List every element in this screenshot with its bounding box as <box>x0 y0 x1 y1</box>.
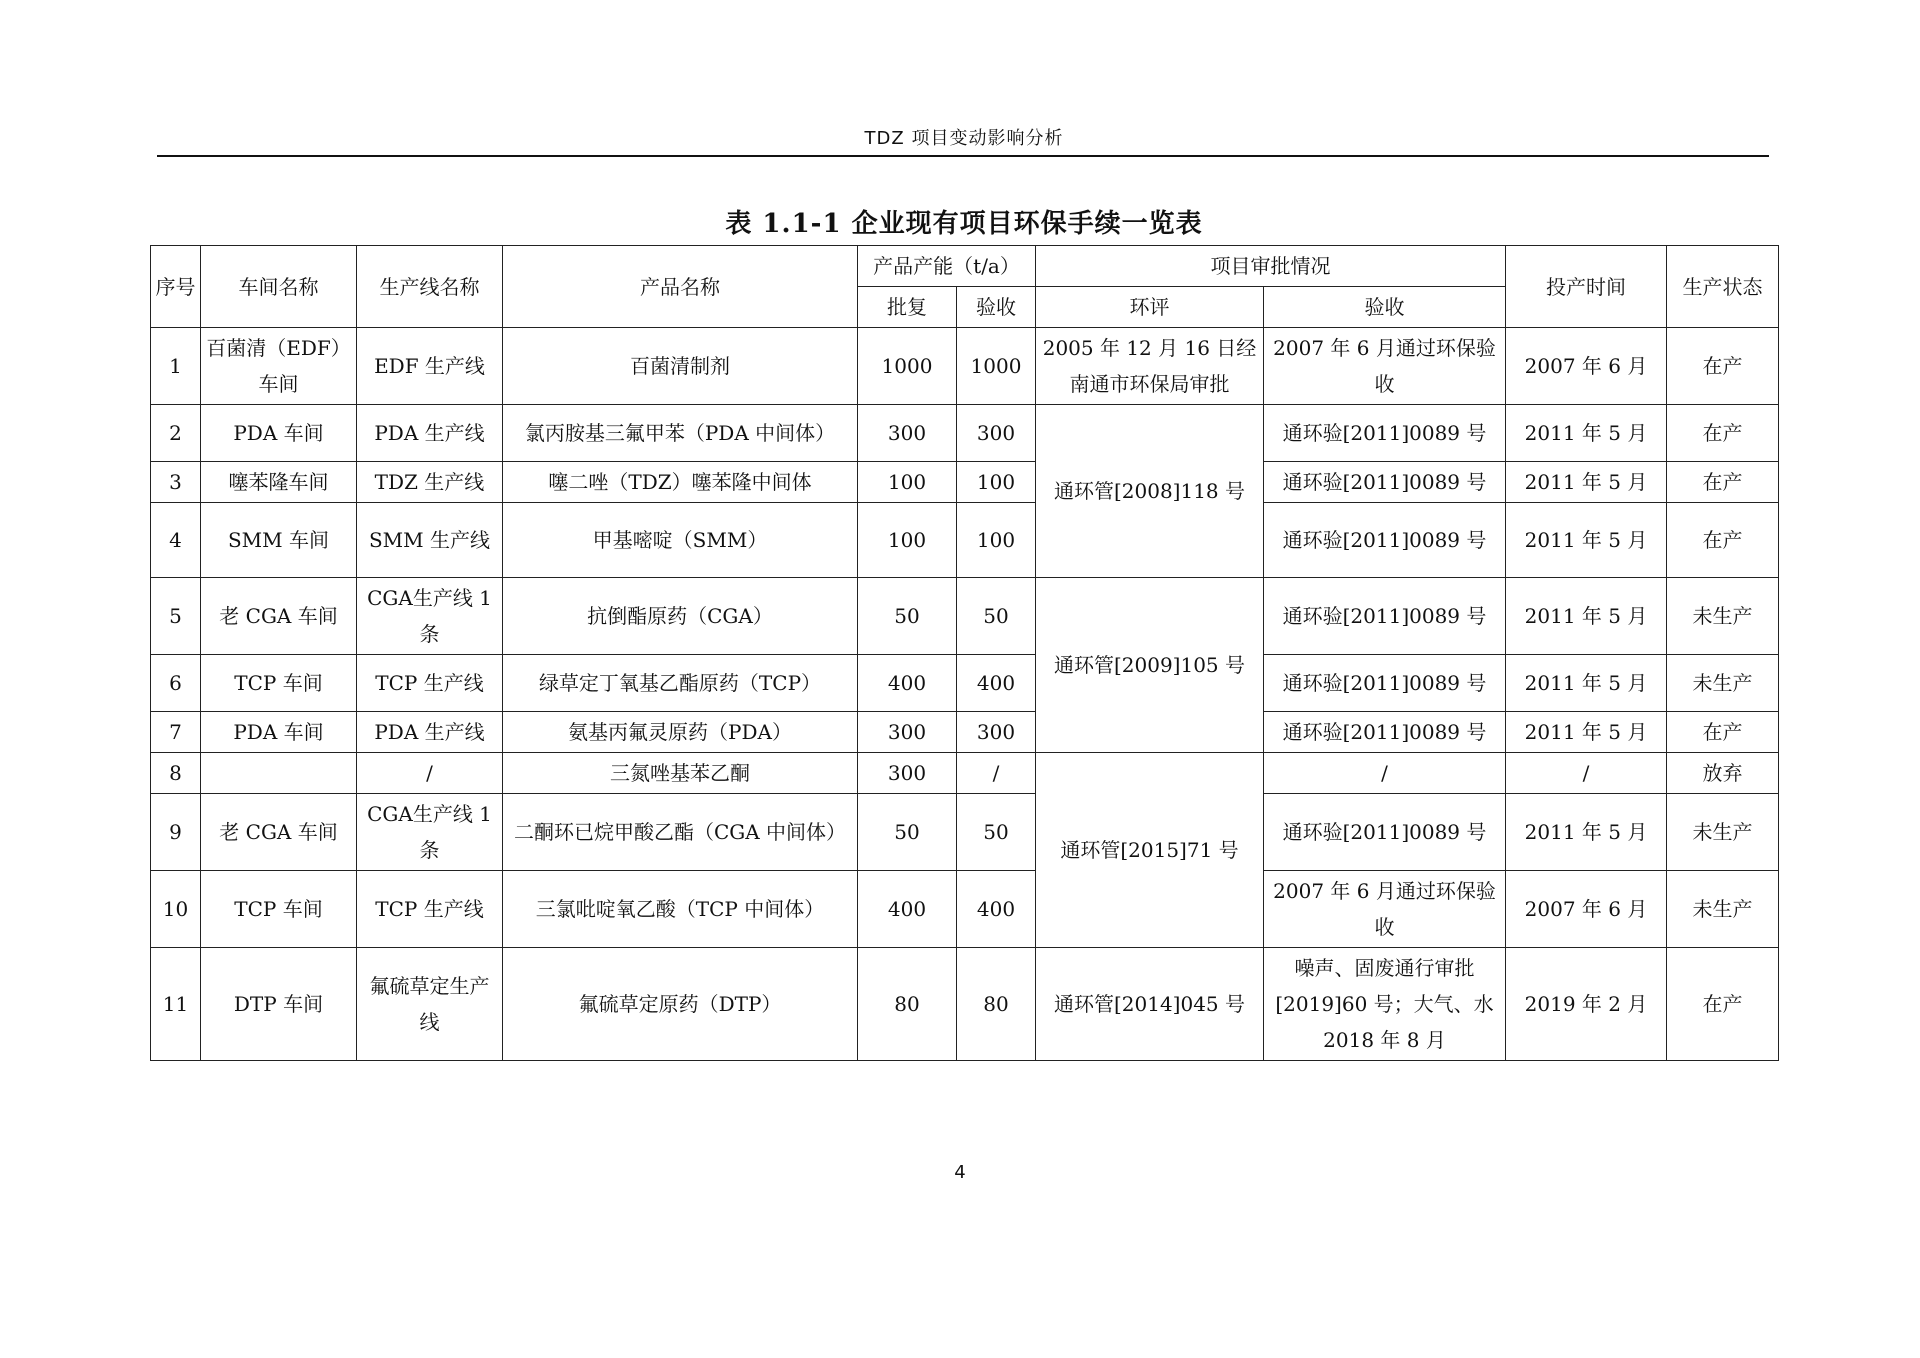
cell-accepted: 100 <box>957 462 1036 503</box>
cell-line: SMM 生产线 <box>357 503 503 578</box>
cell-approved: 400 <box>858 871 957 948</box>
table-row <box>151 578 1779 655</box>
cell-seq: 1 <box>151 328 201 405</box>
header-start-time: 投产时间 <box>1506 246 1667 328</box>
cell-start: 2011 年 5 月 <box>1506 462 1667 503</box>
cell-workshop: SMM 车间 <box>201 503 357 578</box>
cell-acceptance: 噪声、固废通行审批[2019]60 号；大气、水 2018 年 8 月 <box>1264 948 1506 1061</box>
cell-product: 氯丙胺基三氟甲苯（PDA 中间体） <box>503 405 858 462</box>
cell-status: 未生产 <box>1667 655 1779 712</box>
cell-start: 2007 年 6 月 <box>1506 328 1667 405</box>
cell-acceptance: / <box>1264 753 1506 794</box>
header-capacity-accepted: 验收 <box>957 287 1036 328</box>
table-row <box>151 712 1779 753</box>
cell-status: 在产 <box>1667 712 1779 753</box>
cell-approved: 80 <box>858 948 957 1061</box>
cell-workshop: 噻苯隆车间 <box>201 462 357 503</box>
cell-seq: 3 <box>151 462 201 503</box>
cell-start: 2011 年 5 月 <box>1506 503 1667 578</box>
header-capacity: 产品产能（t/a） <box>858 246 1036 287</box>
cell-acceptance: 通环验[2011]0089 号 <box>1264 578 1506 655</box>
header-workshop: 车间名称 <box>201 246 357 328</box>
header-status: 生产状态 <box>1667 246 1779 328</box>
cell-accepted: 1000 <box>957 328 1036 405</box>
cell-product: 绿草定丁氧基乙酯原药（TCP） <box>503 655 858 712</box>
cell-workshop: PDA 车间 <box>201 405 357 462</box>
cell-accepted: 50 <box>957 578 1036 655</box>
cell-start: 2011 年 5 月 <box>1506 578 1667 655</box>
cell-workshop: PDA 车间 <box>201 712 357 753</box>
table-row <box>151 655 1779 712</box>
cell-product: 抗倒酯原药（CGA） <box>503 578 858 655</box>
cell-product: 氟硫草定原药（DTP） <box>503 948 858 1061</box>
header-seq: 序号 <box>151 246 201 328</box>
cell-status: 在产 <box>1667 462 1779 503</box>
cell-workshop <box>201 753 357 794</box>
cell-start: 2011 年 5 月 <box>1506 712 1667 753</box>
cell-product: 二酮环已烷甲酸乙酯（CGA 中间体） <box>503 794 858 871</box>
table-row <box>151 948 1779 1061</box>
cell-product: 噻二唑（TDZ）噻苯隆中间体 <box>503 462 858 503</box>
cell-acceptance: 2007 年 6 月通过环保验收 <box>1264 328 1506 405</box>
cell-status: 在产 <box>1667 405 1779 462</box>
cell-seq: 11 <box>151 948 201 1061</box>
cell-line: TCP 生产线 <box>357 871 503 948</box>
cell-status: 在产 <box>1667 948 1779 1061</box>
table-row <box>151 871 1779 948</box>
header-product: 产品名称 <box>503 246 858 328</box>
cell-accepted: 80 <box>957 948 1036 1061</box>
cell-seq: 4 <box>151 503 201 578</box>
header-approval-eia: 环评 <box>1036 287 1264 328</box>
cell-seq: 7 <box>151 712 201 753</box>
cell-line: 氟硫草定生产线 <box>357 948 503 1061</box>
cell-acceptance: 通环验[2011]0089 号 <box>1264 794 1506 871</box>
cell-start: 2019 年 2 月 <box>1506 948 1667 1061</box>
cell-eia: 2005 年 12 月 16 日经南通市环保局审批 <box>1036 328 1264 405</box>
cell-product: 三氮唑基苯乙酮 <box>503 753 858 794</box>
cell-accepted: 100 <box>957 503 1036 578</box>
cell-acceptance: 2007 年 6 月通过环保验收 <box>1264 871 1506 948</box>
project-table <box>150 245 1779 1061</box>
table-row <box>151 794 1779 871</box>
cell-line: TDZ 生产线 <box>357 462 503 503</box>
cell-accepted: 300 <box>957 405 1036 462</box>
cell-eia: 通环管[2009]105 号 <box>1036 578 1264 753</box>
cell-seq: 6 <box>151 655 201 712</box>
cell-seq: 9 <box>151 794 201 871</box>
cell-product: 氨基丙氟灵原药（PDA） <box>503 712 858 753</box>
cell-workshop: 老 CGA 车间 <box>201 794 357 871</box>
cell-status: 在产 <box>1667 503 1779 578</box>
cell-approved: 50 <box>858 794 957 871</box>
header-approval-acceptance: 验收 <box>1264 287 1506 328</box>
cell-status: 未生产 <box>1667 794 1779 871</box>
cell-acceptance: 通环验[2011]0089 号 <box>1264 462 1506 503</box>
cell-seq: 10 <box>151 871 201 948</box>
cell-status: 未生产 <box>1667 578 1779 655</box>
cell-eia: 通环管[2014]045 号 <box>1036 948 1264 1061</box>
table-row <box>151 405 1779 462</box>
cell-workshop: 百菌清（EDF）车间 <box>201 328 357 405</box>
cell-line: EDF 生产线 <box>357 328 503 405</box>
cell-line: PDA 生产线 <box>357 712 503 753</box>
header-line: 生产线名称 <box>357 246 503 328</box>
cell-approved: 1000 <box>858 328 957 405</box>
cell-approved: 50 <box>858 578 957 655</box>
cell-line: PDA 生产线 <box>357 405 503 462</box>
cell-product: 甲基嘧啶（SMM） <box>503 503 858 578</box>
cell-accepted: 50 <box>957 794 1036 871</box>
cell-acceptance: 通环验[2011]0089 号 <box>1264 405 1506 462</box>
cell-line: TCP 生产线 <box>357 655 503 712</box>
cell-status: 未生产 <box>1667 871 1779 948</box>
table-row <box>151 753 1779 794</box>
cell-workshop: 老 CGA 车间 <box>201 578 357 655</box>
cell-approved: 400 <box>858 655 957 712</box>
cell-status: 放弃 <box>1667 753 1779 794</box>
cell-eia: 通环管[2008]118 号 <box>1036 405 1264 578</box>
cell-acceptance: 通环验[2011]0089 号 <box>1264 503 1506 578</box>
cell-product: 三氯吡啶氧乙酸（TCP 中间体） <box>503 871 858 948</box>
table-row <box>151 328 1779 405</box>
cell-seq: 5 <box>151 578 201 655</box>
cell-accepted: 300 <box>957 712 1036 753</box>
cell-status: 在产 <box>1667 328 1779 405</box>
cell-start: 2011 年 5 月 <box>1506 794 1667 871</box>
cell-start: / <box>1506 753 1667 794</box>
cell-approved: 300 <box>858 753 957 794</box>
cell-approved: 300 <box>858 405 957 462</box>
cell-start: 2011 年 5 月 <box>1506 655 1667 712</box>
cell-workshop: TCP 车间 <box>201 655 357 712</box>
cell-line: / <box>357 753 503 794</box>
cell-eia: 通环管[2015]71 号 <box>1036 753 1264 948</box>
cell-line: CGA生产线 1 条 <box>357 794 503 871</box>
header-approval: 项目审批情况 <box>1036 246 1506 287</box>
table-row <box>151 503 1779 578</box>
cell-approved: 100 <box>858 503 957 578</box>
cell-seq: 8 <box>151 753 201 794</box>
cell-line: CGA生产线 1 条 <box>357 578 503 655</box>
cell-workshop: TCP 车间 <box>201 871 357 948</box>
cell-approved: 300 <box>858 712 957 753</box>
table-title: 表 1.1-1 企业现有项目环保手续一览表 <box>725 209 1203 239</box>
page-number: 4 <box>954 1162 966 1183</box>
cell-workshop: DTP 车间 <box>201 948 357 1061</box>
header-rule <box>157 155 1769 157</box>
cell-seq: 2 <box>151 405 201 462</box>
table-row <box>151 462 1779 503</box>
cell-accepted: / <box>957 753 1036 794</box>
cell-acceptance: 通环验[2011]0089 号 <box>1264 712 1506 753</box>
cell-accepted: 400 <box>957 655 1036 712</box>
cell-start: 2007 年 6 月 <box>1506 871 1667 948</box>
cell-approved: 100 <box>858 462 957 503</box>
cell-start: 2011 年 5 月 <box>1506 405 1667 462</box>
cell-acceptance: 通环验[2011]0089 号 <box>1264 655 1506 712</box>
cell-accepted: 400 <box>957 871 1036 948</box>
cell-product: 百菌清制剂 <box>503 328 858 405</box>
running-header: TDZ 项目变动影响分析 <box>864 128 1064 149</box>
header-capacity-approved: 批复 <box>858 287 957 328</box>
